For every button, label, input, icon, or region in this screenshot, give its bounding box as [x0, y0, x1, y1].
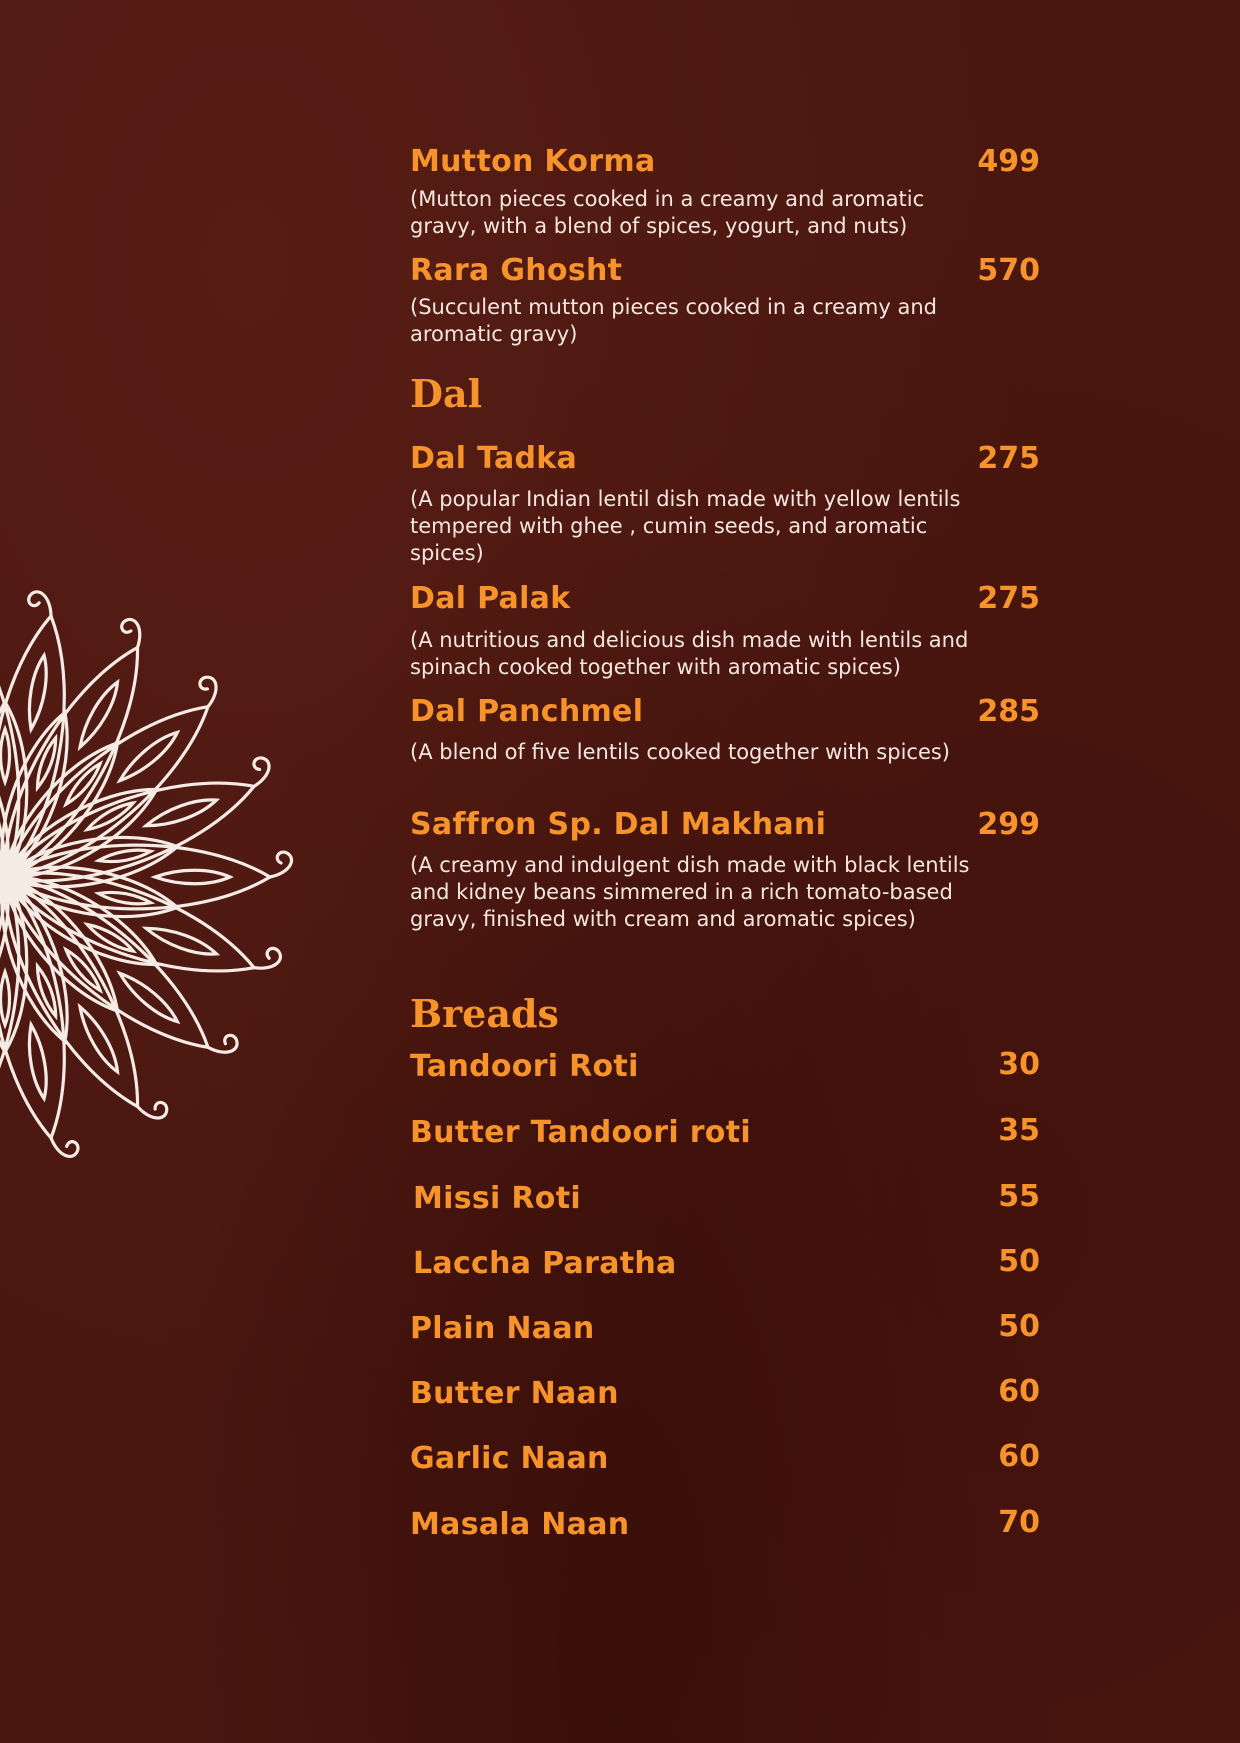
- item-price: 285: [977, 694, 1040, 729]
- item-price: 50: [998, 1244, 1040, 1279]
- item-price: 35: [998, 1113, 1040, 1148]
- item-price: 275: [977, 581, 1040, 616]
- item-price: 299: [977, 807, 1040, 842]
- section-title-dal: Dal: [410, 371, 483, 416]
- mandala-decoration-icon: [0, 572, 310, 1182]
- item-name: Garlic Naan: [410, 1441, 609, 1476]
- item-price: 60: [998, 1439, 1040, 1474]
- item-price: 55: [998, 1179, 1040, 1214]
- item-description: (A blend of five lentils cooked together with spices): [410, 740, 951, 764]
- item-price: 30: [998, 1047, 1040, 1082]
- item-name: Missi Roti: [413, 1181, 581, 1216]
- item-name: Dal Palak: [410, 581, 571, 616]
- item-name: Tandoori Roti: [410, 1049, 639, 1084]
- item-price: 50: [998, 1309, 1040, 1344]
- item-name: Butter Naan: [410, 1376, 619, 1411]
- section-title-breads: Breads: [410, 991, 559, 1036]
- item-name: Saffron Sp. Dal Makhani: [410, 807, 827, 842]
- item-description: (A popular Indian lentil dish made with yellow lentils tempered with ghee , cumin seeds, and aromatic spices): [410, 487, 961, 565]
- item-name: Butter Tandoori roti: [410, 1115, 751, 1150]
- item-name: Dal Panchmel: [410, 694, 644, 729]
- item-name: Plain Naan: [410, 1311, 595, 1346]
- item-description: (A nutritious and delicious dish made with lentils and spinach cooked together with aromatic spices): [410, 628, 969, 679]
- item-name: Dal Tadka: [410, 441, 578, 476]
- item-price: 570: [977, 253, 1040, 288]
- item-price: 499: [977, 144, 1040, 179]
- item-price: 70: [998, 1505, 1040, 1540]
- item-name: Laccha Paratha: [413, 1246, 677, 1281]
- item-name: Masala Naan: [410, 1507, 630, 1542]
- item-name: Rara Ghosht: [410, 253, 623, 288]
- item-name: Mutton Korma: [410, 144, 656, 179]
- item-description: (Succulent mutton pieces cooked in a creamy and aromatic gravy): [410, 295, 937, 346]
- item-description: (A creamy and indulgent dish made with black lentils and kidney beans simmered in a rich tomato-based gravy, finished with cream and aromatic spices): [410, 853, 970, 931]
- item-price: 275: [977, 441, 1040, 476]
- item-description: (Mutton pieces cooked in a creamy and aromatic gravy, with a blend of spices, yogurt, and nuts): [410, 187, 925, 238]
- item-price: 60: [998, 1374, 1040, 1409]
